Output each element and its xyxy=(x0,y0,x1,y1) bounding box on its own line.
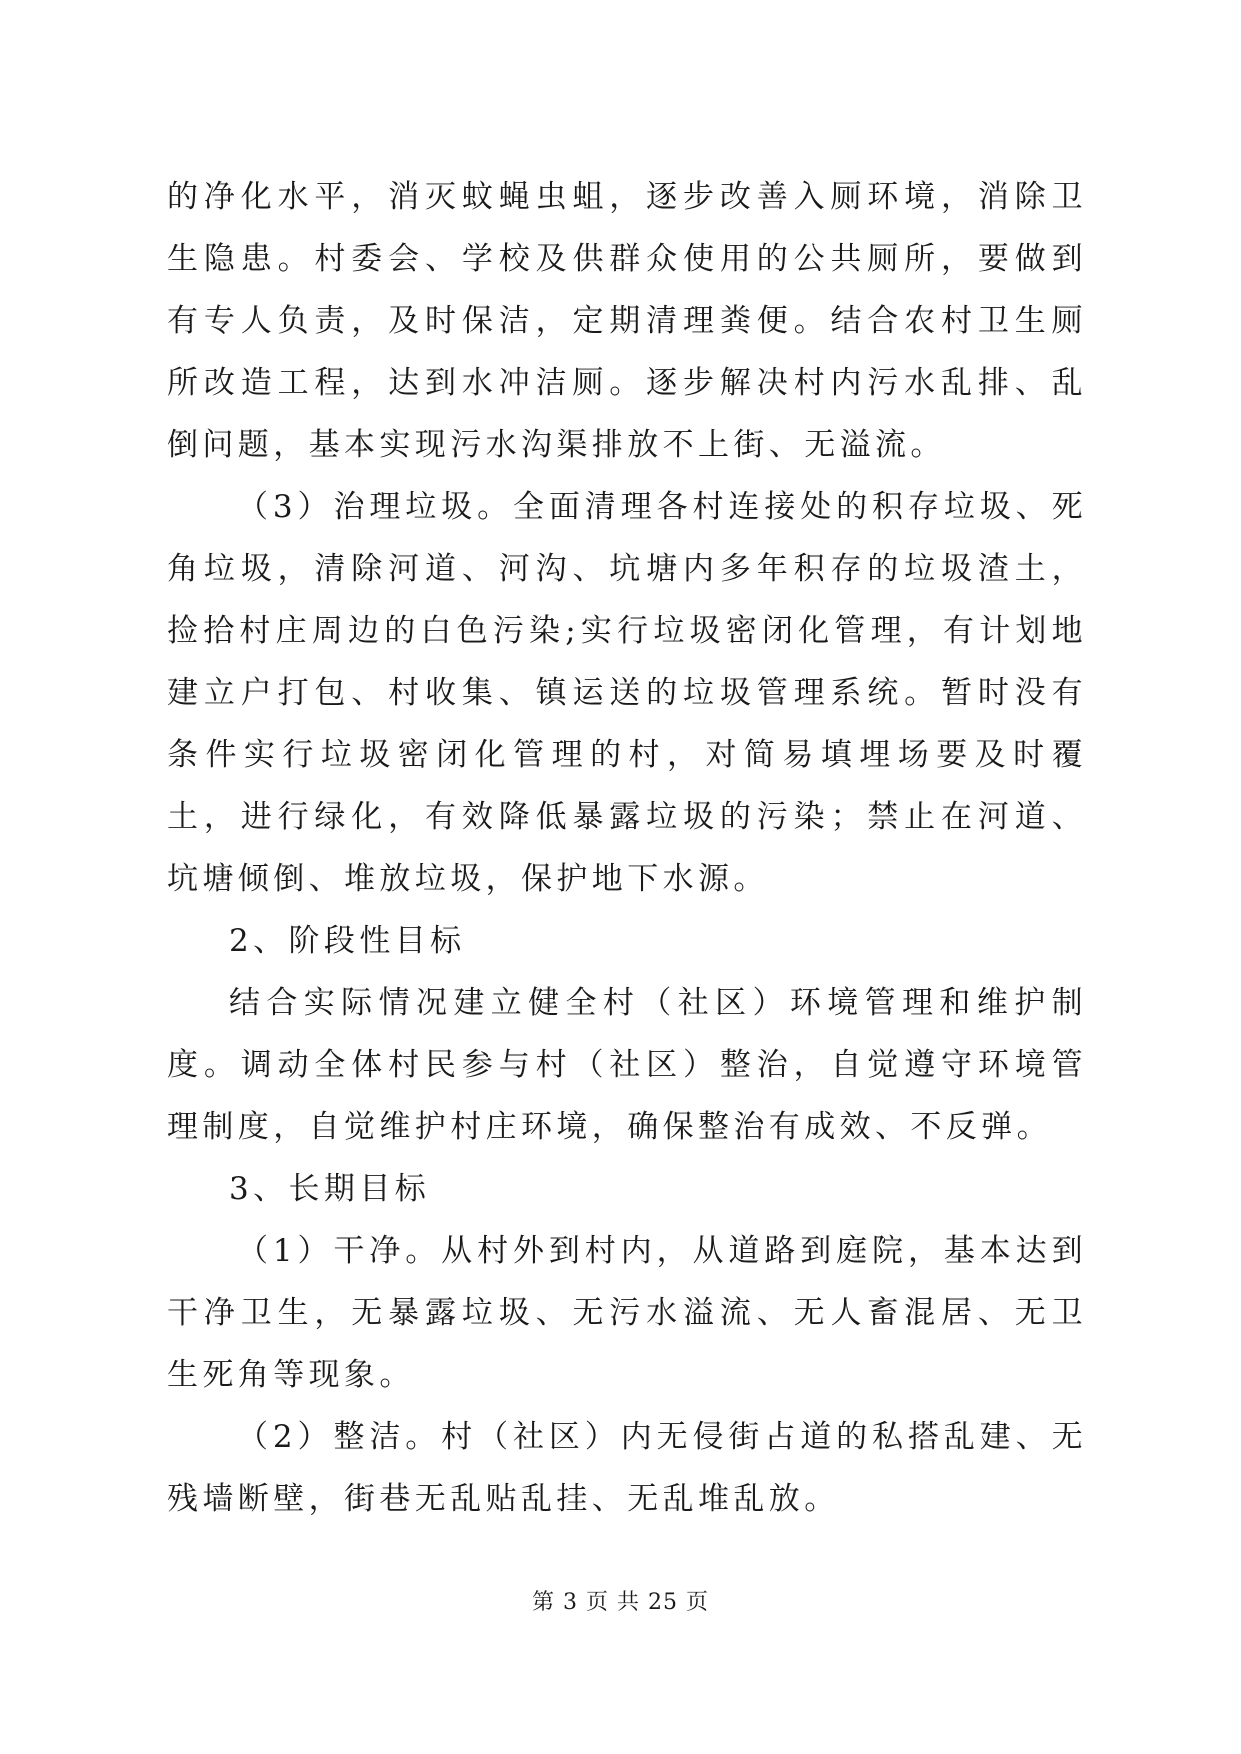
page-footer: 第 3 页 共 25 页 xyxy=(532,1590,709,1615)
section-heading-long-term-goals: 3、长期目标 xyxy=(229,1171,431,1207)
document-body xyxy=(167,166,1087,1530)
section-heading-stage-goals: 2、阶段性目标 xyxy=(229,923,466,959)
paragraph-4: 结合实际情况建立健全村（社区）环境管理和维护制度。调动全体村民参与村（社区）整治，自觉遵守环境管理制度，自觉维护村庄环境，确保整治有成效、不反弹。 xyxy=(167,985,1087,1145)
paragraph-2: （3）治理垃圾。全面清理各村连接处的积存垃圾、死角垃圾，清除河道、河沟、坑塘内多年积存的垃圾渣土，捡拾村庄周边的白色污染;实行垃圾密闭化管理，有计划地建立户打包、村收集、镇运送的垃圾管理系统。暂时没有条件实行垃圾密闭化管理的村，对简易填埋场要及时覆土，进行绿化，有效降低暴露垃圾的污染；禁止在河道、坑塘倾倒、堆放垃圾，保护地下水源。 xyxy=(167,489,1087,897)
paragraph-7: （2）整洁。村（社区）内无侵街占道的私搭乱建、无残墙断壁，街巷无乱贴乱挂、无乱堆乱放。 xyxy=(167,1419,1087,1517)
paragraph-1: 的净化水平，消灭蚊蝇虫蛆，逐步改善入厕环境，消除卫生隐患。村委会、学校及供群众使用的公共厕所，要做到有专人负责，及时保洁，定期清理粪便。结合农村卫生厕所改造工程，达到水冲洁厕。逐步解决村内污水乱排、乱倒问题，基本实现污水沟渠排放不上街、无溢流。 xyxy=(167,179,1087,463)
paragraph-6: （1）干净。从村外到村内，从道路到庭院，基本达到干净卫生，无暴露垃圾、无污水溢流、无人畜混居、无卫生死角等现象。 xyxy=(167,1233,1087,1393)
